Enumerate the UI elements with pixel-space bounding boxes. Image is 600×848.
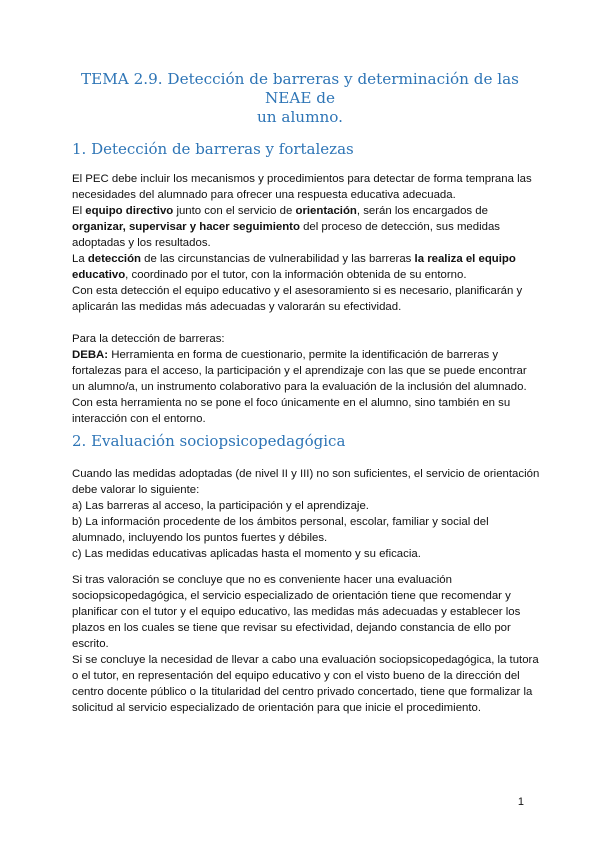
- text-line: centro docente público o la titularidad del centro privado concertado, tiene que formalizar la: [72, 686, 533, 698]
- text-line: plazos en los cuales se tiene que revisar su efectividad, dejando constancia de ello por: [72, 622, 511, 634]
- text-line: [72, 347, 532, 363]
- text-run: del proceso de detección, sus medidas: [299, 221, 500, 233]
- section-1-paragraph-4: [72, 283, 532, 315]
- text-line: aplicarán las medidas más adecuadas y valorarán su efectividad.: [72, 301, 402, 313]
- text-line: alumnado, incluyendo los puntos fuertes y débiles.: [72, 532, 328, 544]
- document-title: [72, 70, 528, 127]
- text-run: El: [72, 205, 86, 217]
- bold-text: orientación: [295, 205, 357, 217]
- text-line: o el tutor, en representación del equipo educativo y con el visto bueno de la dirección del: [72, 670, 520, 682]
- bold-text: la realiza el equipo: [414, 253, 516, 265]
- text-line: [72, 219, 532, 235]
- section-1-paragraph-3: [72, 251, 532, 283]
- text-line: Si tras valoración se concluye que no es conveniente hacer una evaluación: [72, 574, 452, 586]
- section-1-paragraph-1: [72, 171, 532, 203]
- text-line: solicitud al servicio especializado de orientación para que inicie el procedimiento.: [72, 702, 482, 714]
- page-number: 1: [517, 796, 524, 808]
- bold-text: detección: [87, 253, 142, 265]
- title-line-1: TEMA 2.9. Detección de barreras y determinación de las NEAE de: [81, 70, 519, 107]
- section-1-paragraph-2: [72, 203, 532, 251]
- bold-text: organizar, supervisar y hacer seguimiento: [72, 221, 300, 233]
- text-line: a) Las barreras al acceso, la participación y el aprendizaje.: [72, 500, 369, 512]
- text-line: b) La información procedente de los ámbitos personal, escolar, familiar y social del: [72, 516, 489, 528]
- section-2-heading: 2. Evaluación sociopsicopedagógica: [72, 432, 346, 450]
- text-line: [72, 251, 532, 267]
- text-line: adoptadas y los resultados.: [72, 237, 211, 249]
- text-run: Herramienta en forma de cuestionario, permite la identificación de barreras y: [108, 349, 499, 361]
- text-line: [72, 267, 532, 283]
- text-line: necesidades del alumnado para ofrecer una respuesta educativa adecuada.: [72, 189, 456, 201]
- text-line: c) Las medidas educativas aplicadas hasta el momento y su eficacia.: [72, 548, 421, 560]
- text-run: La: [72, 253, 88, 265]
- text-line: escrito.: [72, 638, 109, 650]
- text-line: interacción con el entorno.: [72, 413, 206, 425]
- text-line: sociopsicopedagógica, el servicio especializado de orientación tiene que recomendar y: [72, 590, 511, 602]
- text-line: Cuando las medidas adoptadas (de nivel II y III) no son suficientes, el servicio de orientación: [72, 468, 540, 480]
- text-line: Con esta herramienta no se pone el foco únicamente en el alumno, sino también en su: [72, 397, 511, 409]
- bold-text: educativo: [72, 269, 126, 281]
- section-1-heading: 1. Detección de barreras y fortalezas: [72, 140, 354, 158]
- text-run: de las circunstancias de vulnerabilidad y las barreras: [141, 253, 415, 265]
- text-line: debe valorar lo siguiente:: [72, 484, 200, 496]
- section-2-paragraph-1: [72, 466, 540, 562]
- text-run: junto con el servicio de: [173, 205, 296, 217]
- section-2-paragraph-2: [72, 572, 539, 716]
- text-line: fortalezas para el acceso, la participación y el aprendizaje con las que se puede encontrar: [72, 365, 527, 377]
- text-line: El PEC debe incluir los mecanismos y procedimientos para detectar de forma temprana las: [72, 173, 532, 185]
- text-line: Si se concluye la necesidad de llevar a cabo una evaluación sociopsicopedagógica, la tutora: [72, 654, 539, 666]
- bold-text: equipo directivo: [85, 205, 174, 217]
- text-line: Para la detección de barreras:: [72, 333, 225, 345]
- section-1-paragraph-5: [72, 331, 532, 427]
- title-line-2: un alumno.: [257, 108, 343, 126]
- text-line: planificar con el tutor y el equipo educativo, las medidas más adecuadas y establecer los: [72, 606, 521, 618]
- bold-text: DEBA:: [72, 349, 109, 361]
- text-line: un alumno/a, un instrumento colaborativo para la evaluación de la inclusión del alumnado.: [72, 381, 527, 393]
- text-line: [72, 203, 532, 219]
- text-run: , serán los encargados de: [356, 205, 488, 217]
- text-line: Con esta detección el equipo educativo y el asesoramiento si es necesario, planificarán y: [72, 285, 523, 297]
- text-run: , coordinado por el tutor, con la información obtenida de su entorno.: [125, 269, 467, 281]
